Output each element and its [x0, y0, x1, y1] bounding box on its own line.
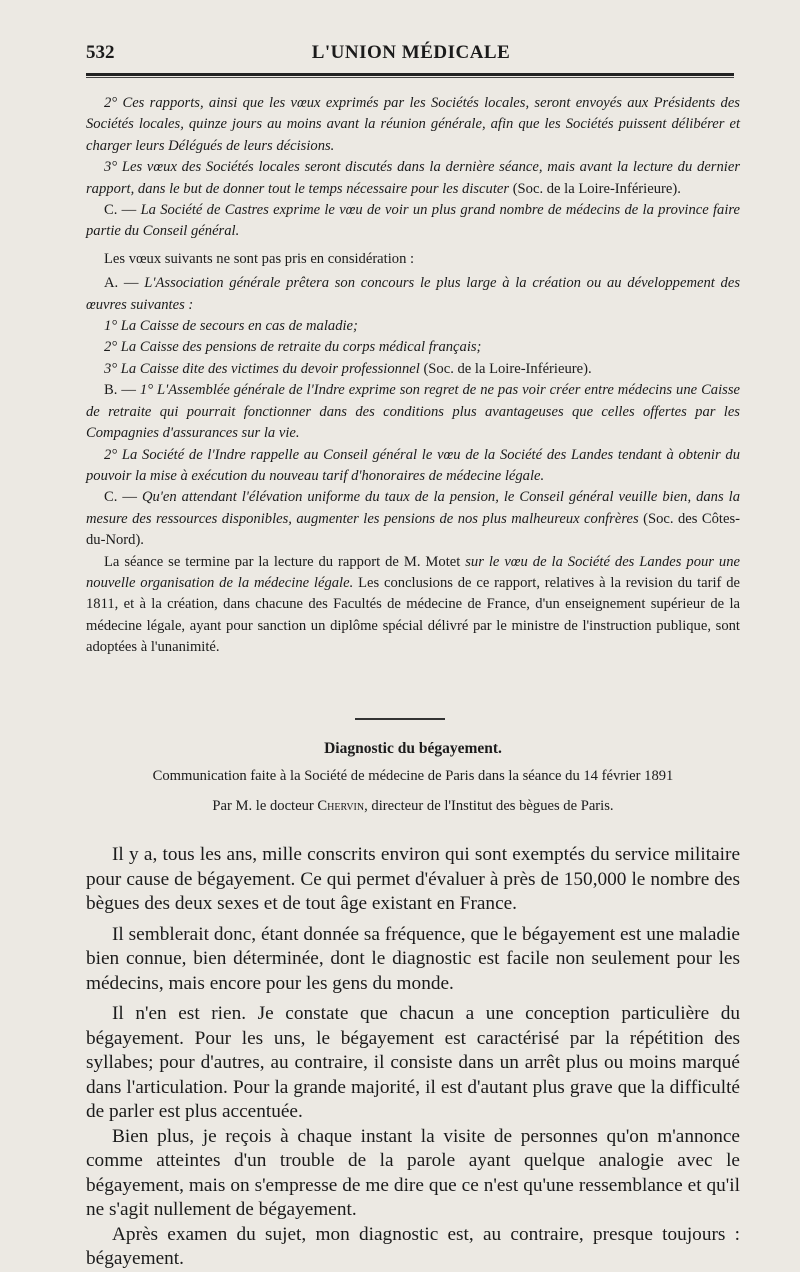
page-header: [86, 42, 736, 72]
item-marker: B. —: [104, 382, 140, 399]
body-paragraph: Il n'en est rien. Je constate que chacun a une conception particulière du bégayement. Pour les uns, le bégayement est caractérisé par la répétition des syllabes; pour d'autres, au contraire, il consiste dans un arrêt plus ou moins marqué dans l'articulation. Pour la grande majorité, il est d'autant plus grave que la difficulté de parler est plus accentuée.: [86, 1003, 740, 1122]
text-run: La séance se termine par la lecture du rapport de M. Motet: [104, 553, 466, 570]
running-title: L'UNION MÉDICALE: [311, 42, 511, 63]
text-italic: 3° Les vœux des Sociétés locales seront discutés dans la dernière séance, mais avant la lecture du dernier rapport, dans le but de donner tout le temps nécessaire pour les discuter: [86, 159, 740, 197]
paragraph: [86, 487, 740, 551]
article-header: [86, 740, 740, 818]
article-subtitle: Communication faite à la Société de médecine de Paris dans la séance du 14 février 1891: [152, 768, 674, 784]
paragraph: [86, 552, 740, 659]
list-item: 2° La Caisse des pensions de retraite du corps médical français;: [104, 339, 482, 356]
paragraph: [86, 273, 740, 316]
paragraph: [86, 157, 740, 200]
paragraph: [86, 380, 740, 444]
text-italic: La Société de Castres exprime le vœu de voir un plus grand nombre de médecins de la province faire partie du Conseil général.: [86, 202, 740, 240]
article-body: [86, 843, 740, 1272]
text-italic: 1° L'Assemblée générale de l'Indre exprime son regret de ne pas voir créer entre médecins une Caisse de retraite qui pourrait fonctionner dans des conditions plus avantageuses que celles offertes par les Compagnies d'assurances sur la vie.: [86, 382, 740, 442]
body-paragraph: Bien plus, je reçois à chaque instant la visite de personnes qu'on m'annonce comme atteintes d'un trouble de la parole ayant quelque analogie avec le bégayement, mais on s'empresse de me dire que ce n'est qu'une ressemblance et qu'il ne s'agit nullement de bégayement.: [86, 1125, 740, 1220]
source-note: (Soc. de la Loire-Inférieure).: [509, 180, 681, 197]
header-rule-thin: [86, 77, 734, 78]
paragraph: 2° La Société de l'Indre rappelle au Conseil général le vœu de la Société des Landes tendant à obtenir du pouvoir la mise à exécution du nouveau tarif d'honoraires de médecine légale.: [86, 446, 740, 484]
text-run: Les conclusions de ce rapport, relatives à la revision du tarif de 1811, et à la création, dans chacune des Facultés de médecine de France, d'un enseignement supérieur de la médecine légale, ayant pour sanction un diplôme spécial délivré par le ministre de l'instruction publique, sont adoptées à l'unanimité.: [86, 574, 740, 656]
article-title: Diagnostic du bégayement.: [324, 740, 502, 757]
upper-section: [86, 93, 740, 659]
body-paragraph: Il semblerait donc, étant donnée sa fréquence, que le bégayement est une maladie bien connue, bien déterminée, dont le diagnostic est facile non seulement pour les médecins, mais encore pour les gens du monde.: [86, 923, 740, 994]
paragraph: Les vœux suivants ne sont pas pris en considération :: [104, 250, 415, 267]
byline: [86, 796, 740, 817]
header-rule: [86, 73, 734, 76]
text-italic: 3° La Caisse dite des victimes du devoir professionnel: [104, 360, 420, 377]
source-note: (Soc. des Côtes-du-Nord).: [86, 510, 740, 549]
author-name: Chervin: [317, 798, 365, 815]
item-marker: A. —: [104, 275, 145, 292]
list-item: 1° La Caisse de secours en cas de maladie;: [104, 318, 358, 335]
body-paragraph: Après examen du sujet, mon diagnostic est, au contraire, presque toujours : bégayement.: [86, 1223, 740, 1269]
source-note: (Soc. de la Loire-Inférieure).: [419, 360, 592, 377]
list-item: [86, 359, 740, 380]
page-number: 532: [86, 42, 115, 63]
paragraph: 2° Ces rapports, ainsi que les vœux exprimés par les Sociétés locales, seront envoyés aux Présidents des Sociétés locales, quinze jours au moins avant la réunion générale, afin que les Sociétés puissent délibérer et charger leurs Délégués de leurs décisions.: [86, 95, 740, 154]
paragraph: [86, 200, 740, 243]
body-paragraph: Il y a, tous les ans, mille conscrits environ qui sont exemptés du service militaire pour cause de bégayement. Ce qui permet d'évaluer à près de 150,000 le nombre des bègues des deux sexes et de tout âge existant en France.: [86, 844, 740, 914]
text-italic: sur le vœu de la Société des Landes pour une nouvelle organisation de la médecine légale.: [86, 553, 740, 591]
byline-text: Par M. le docteur: [212, 798, 318, 815]
item-marker: C. —: [104, 202, 141, 219]
text-italic: Qu'en attendant l'élévation uniforme du taux de la pension, le Conseil général veuille bien, dans la mesure des ressources disponibles, augmenter les pensions de nos plus malheureux confrères: [86, 489, 740, 527]
item-marker: C. —: [104, 489, 142, 506]
text-italic: L'Association générale prêtera son concours le plus large à la création ou au développement des œuvres suivantes :: [86, 275, 740, 313]
byline-text: , directeur de l'Institut des bègues de Paris.: [364, 798, 614, 815]
section-divider: [355, 718, 445, 720]
